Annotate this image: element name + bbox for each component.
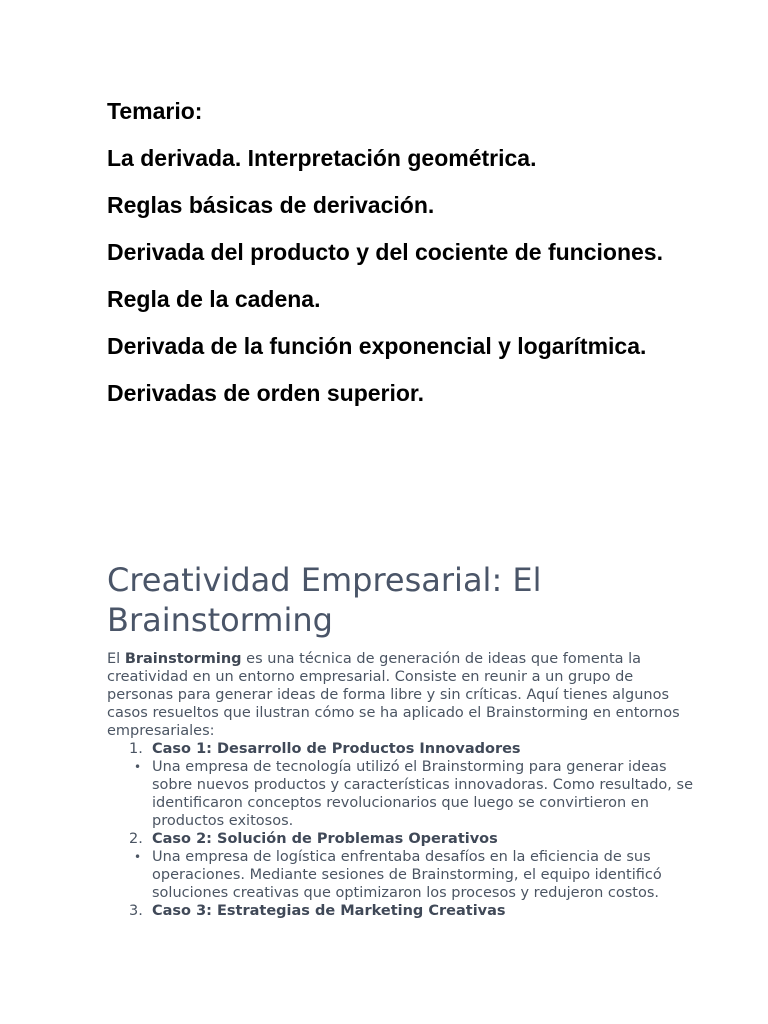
intro-text: es una técnica de generación de ideas que fomenta la creatividad en un entorno empresarial. Consiste en reunir a un grupo de personas para generar ideas de forma libre y sin críticas. Aquí tienes algunos casos resueltos que ilustran cómo se ha aplicado el Brainstorming en entornos empresariales: xyxy=(107,651,680,739)
temario-heading: Temario: xyxy=(107,98,203,124)
bullet-icon: • xyxy=(134,760,142,774)
case-number: 1. xyxy=(129,741,143,757)
article-intro xyxy=(107,650,697,740)
case-number: 2. xyxy=(129,831,143,847)
temario-item: Reglas básicas de derivación. xyxy=(107,192,435,218)
case-number: 3. xyxy=(129,903,143,919)
intro-prefix: El xyxy=(107,651,125,667)
temario-item: La derivada. Interpretación geométrica. xyxy=(107,145,537,171)
bullet-icon: • xyxy=(134,850,142,864)
case-description xyxy=(107,758,697,830)
article-title: Creatividad Empresarial: El Brainstorming xyxy=(107,561,542,639)
case-title: Caso 1: Desarrollo de Productos Innovadores xyxy=(152,741,521,757)
temario-item: Derivadas de orden superior. xyxy=(107,380,425,406)
temario-item: Derivada del producto y del cociente de funciones. xyxy=(107,239,663,265)
temario-item: Derivada de la función exponencial y logarítmica. xyxy=(107,333,647,359)
brainstorming-article xyxy=(107,560,697,920)
case-description-text: Una empresa de logística enfrentaba desafíos en la eficiencia de sus operaciones. Mediante sesiones de Brainstorming, el equipo identificó soluciones creativas que optimizaron los procesos y redujeron costos. xyxy=(152,849,662,901)
case-title: Caso 2: Solución de Problemas Operativos xyxy=(152,831,498,847)
case-item xyxy=(107,830,697,848)
case-title: Caso 3: Estrategias de Marketing Creativas xyxy=(152,903,506,919)
temario-item: Regla de la cadena. xyxy=(107,286,321,312)
case-description-text: Una empresa de tecnología utilizó el Brainstorming para generar ideas sobre nuevos productos y características innovadoras. Como resultado, se identificaron conceptos revolucionarios que luego se convirtieron en productos exitosos. xyxy=(152,759,693,829)
intro-bold-term: Brainstorming xyxy=(124,651,242,667)
case-list xyxy=(107,740,697,920)
case-item xyxy=(107,740,697,758)
case-description xyxy=(107,848,697,902)
temario-section xyxy=(107,92,727,421)
case-item xyxy=(107,902,697,920)
